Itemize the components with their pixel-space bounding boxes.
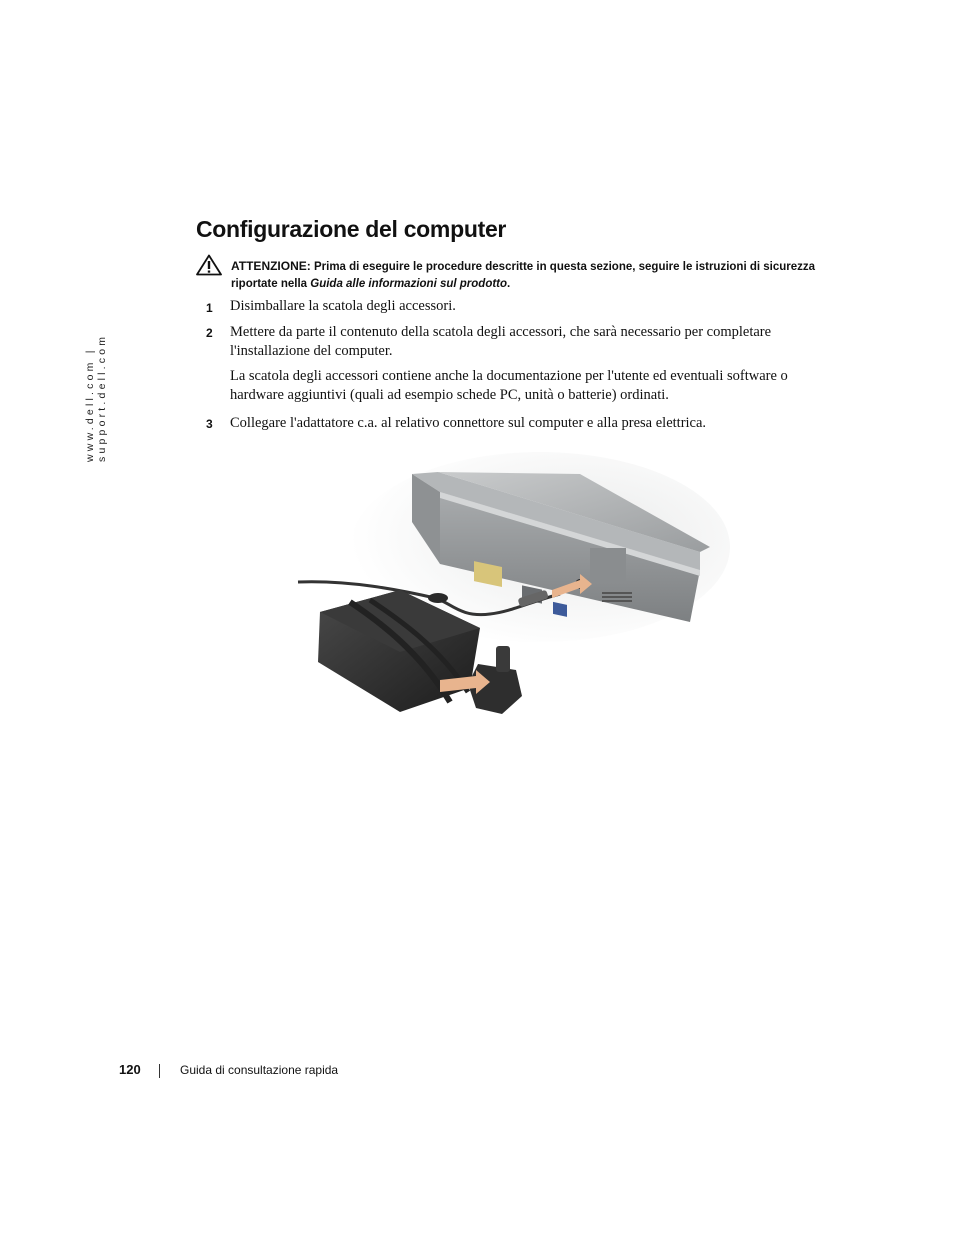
page-number: 120 bbox=[119, 1062, 141, 1077]
step-text-3: Collegare l'adattatore c.a. al relativo connettore sul computer e alla presa elettrica. bbox=[230, 415, 707, 431]
warning-text-after: . bbox=[507, 278, 511, 290]
warning-triangle-icon bbox=[196, 254, 222, 276]
warning-doc-title: Guida alle informazioni sul prodotto bbox=[310, 278, 508, 290]
ac-adapter-connection-illustration bbox=[290, 452, 730, 722]
step-text-1: Disimballare la scatola degli accessori. bbox=[230, 298, 456, 314]
warning-label: ATTENZIONE: bbox=[231, 259, 311, 273]
step-number-2: 2 bbox=[206, 326, 213, 340]
footer-doc-title: Guida di consultazione rapida bbox=[180, 1063, 339, 1077]
step-number-1: 1 bbox=[206, 301, 213, 315]
step-number-3: 3 bbox=[206, 417, 213, 431]
footer-divider bbox=[159, 1064, 160, 1078]
step-note-2: La scatola degli accessori contiene anche la documentazione per l'utente ed eventuali software o hardware aggiuntivi (quali ad esempio schede PC, unità o batterie) ordinati. bbox=[230, 368, 788, 403]
warning-notice bbox=[231, 258, 821, 293]
warning-text-before: Prima di eseguire le procedure descritte in questa sezione, seguire le istruzioni di sicurezza riportate nella bbox=[231, 261, 816, 290]
page-title: Configurazione del computer bbox=[196, 216, 507, 242]
sidebar-url: www.dell.com | support.dell.com bbox=[84, 333, 108, 462]
step-text-2: Mettere da parte il contenuto della scatola degli accessori, che sarà necessario per completare l'installazione del computer. bbox=[230, 324, 772, 359]
